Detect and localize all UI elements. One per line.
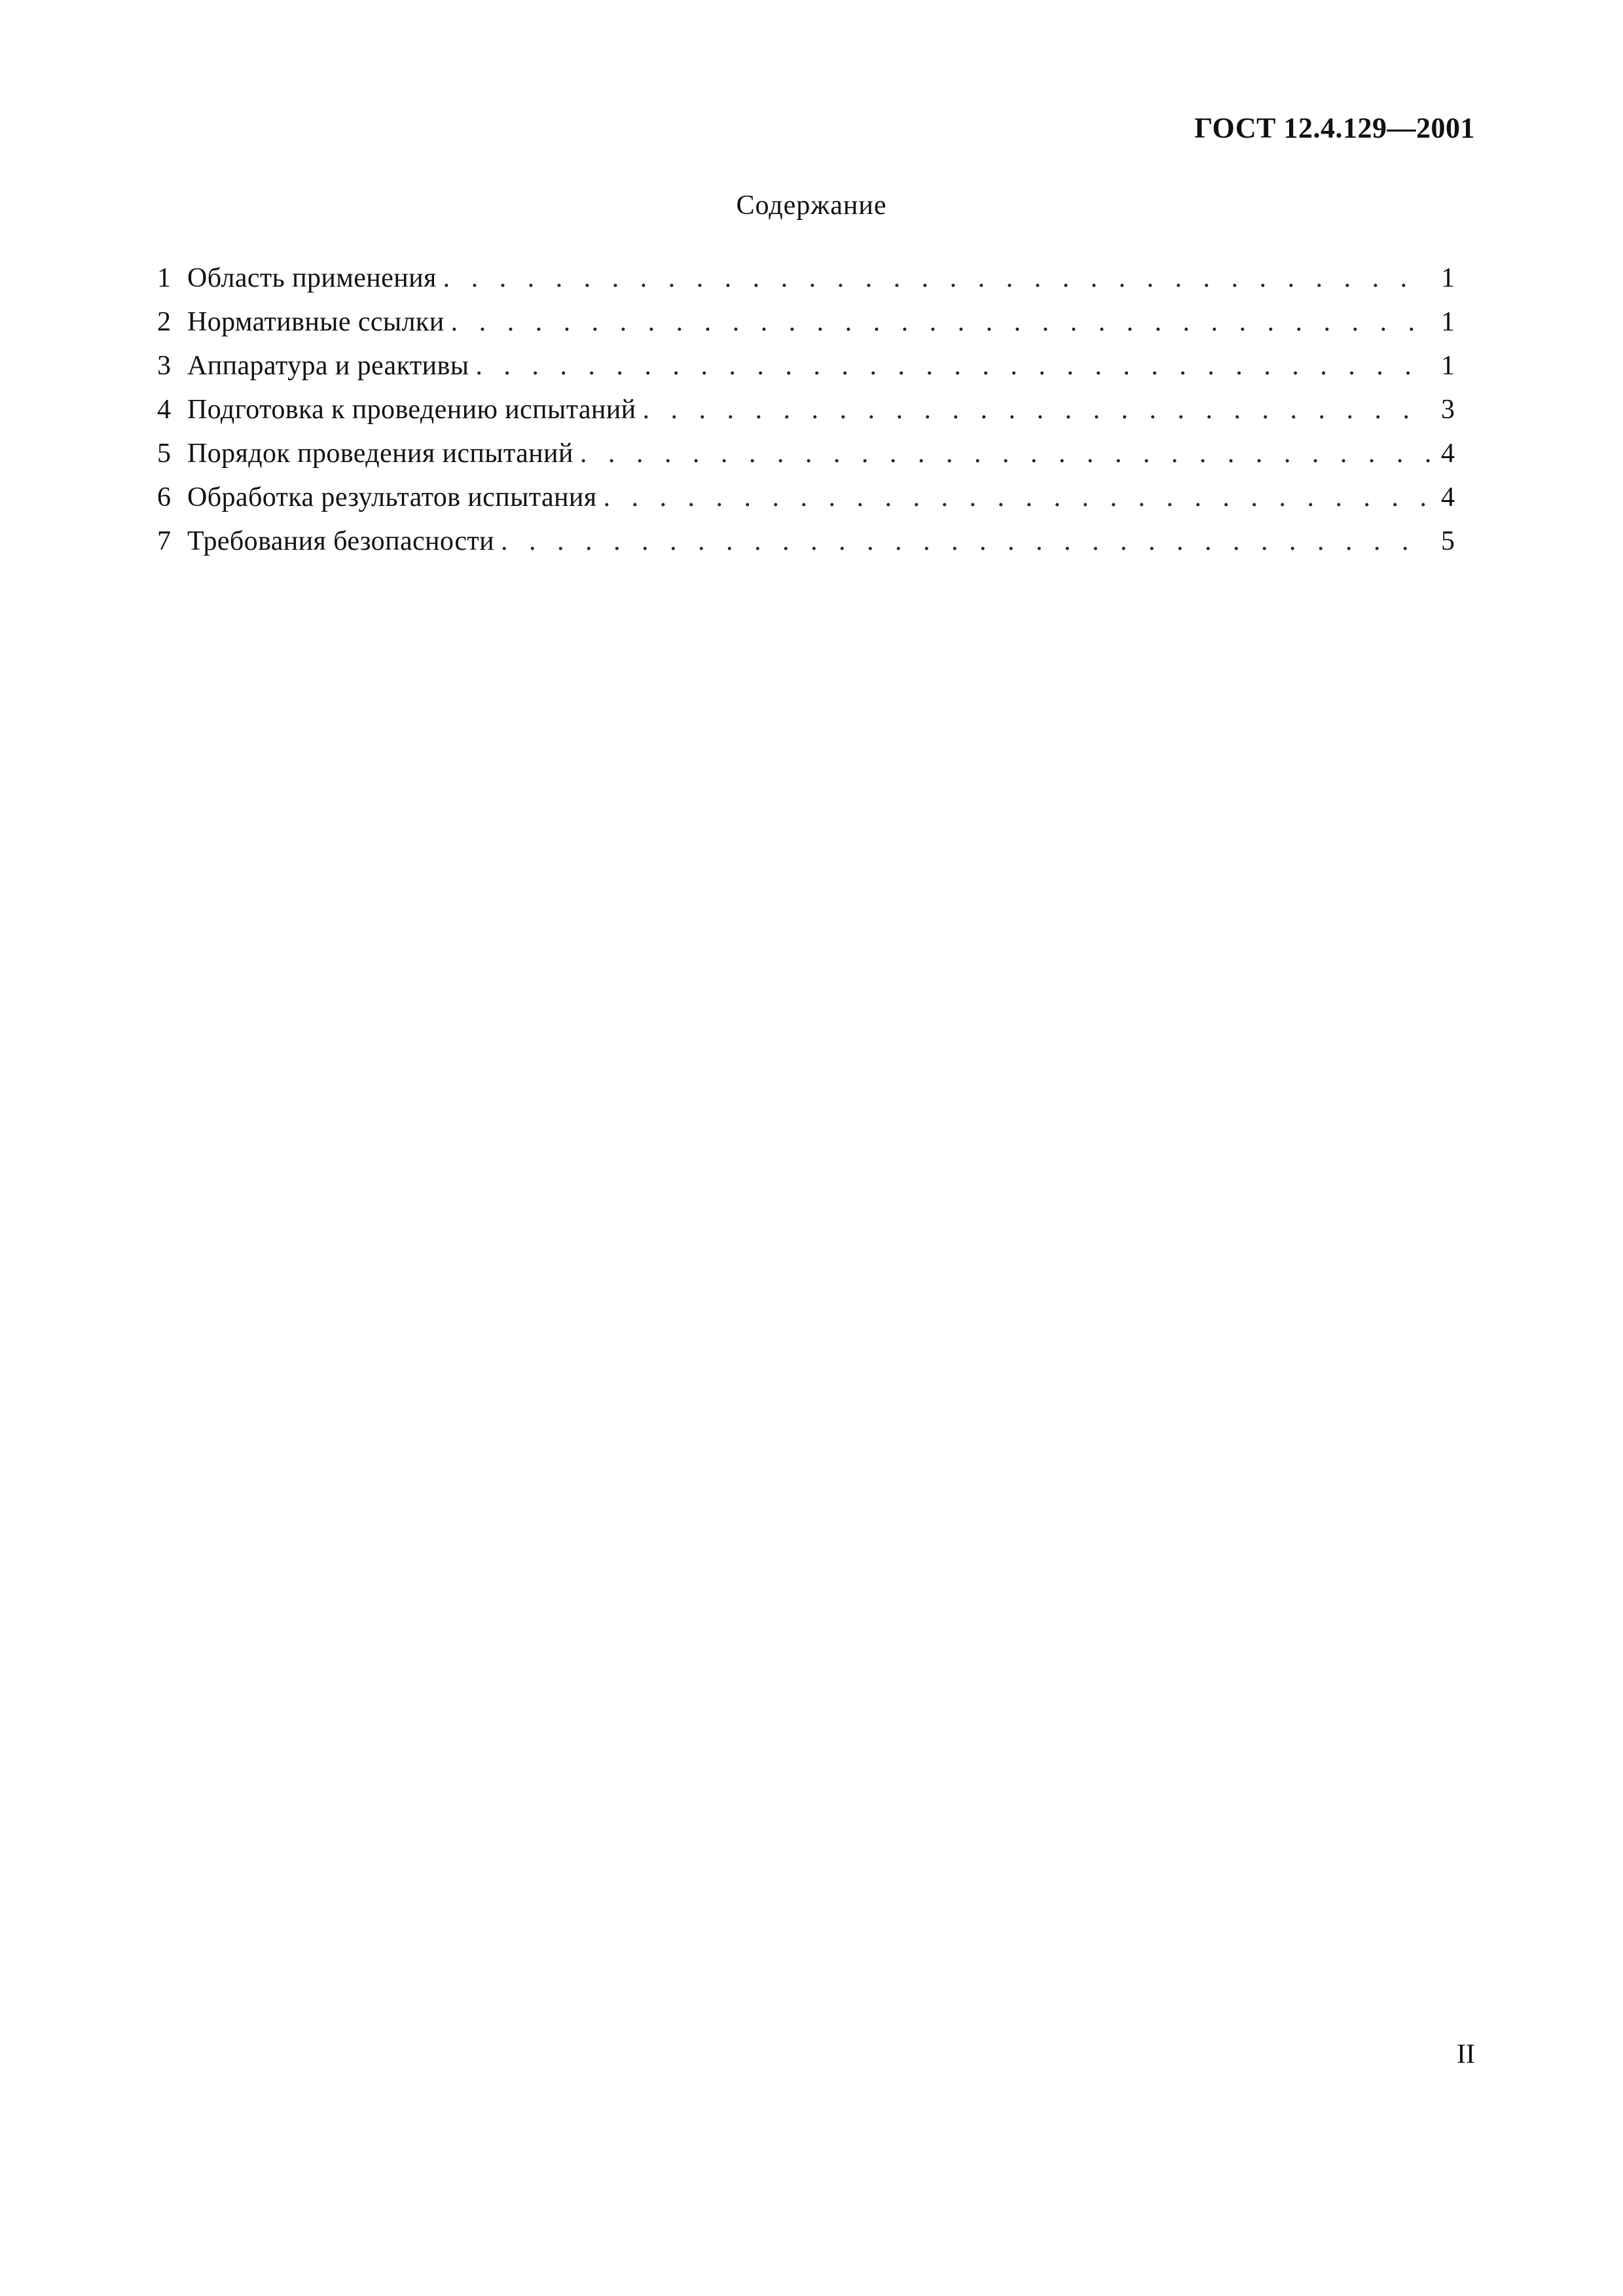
toc-item-page: 5 — [1441, 526, 1455, 556]
toc-item-page: 1 — [1441, 351, 1455, 381]
toc-item-label: Подготовка к проведению испытаний — [187, 395, 636, 425]
toc-dot-leader — [451, 300, 1430, 344]
toc-item-label: Нормативные ссылки — [187, 307, 445, 337]
toc-item-number: 2 — [157, 307, 171, 337]
toc-item[interactable] — [157, 388, 1455, 432]
toc-item[interactable] — [157, 432, 1455, 476]
toc-item-page: 1 — [1441, 263, 1455, 293]
toc-dot-leader — [580, 432, 1430, 476]
toc-item-number: 4 — [157, 395, 171, 425]
toc-dot-leader — [643, 388, 1430, 432]
toc-item-number: 5 — [157, 439, 171, 469]
toc-dot-leader — [604, 476, 1430, 520]
toc-title: Содержание — [736, 190, 887, 221]
toc-item-number: 1 — [157, 263, 171, 293]
toc-item[interactable] — [157, 344, 1455, 388]
toc-item-number: 7 — [157, 526, 171, 556]
toc-item-page: 4 — [1441, 482, 1455, 512]
toc-item-number: 6 — [157, 482, 171, 512]
toc-dot-leader — [501, 520, 1430, 564]
toc-item[interactable] — [157, 476, 1455, 520]
toc-item[interactable] — [157, 300, 1455, 344]
toc-item-label: Требования безопасности — [187, 526, 495, 556]
toc-item-label: Аппаратура и реактивы — [187, 351, 469, 381]
toc-item-page: 4 — [1441, 439, 1455, 469]
toc-dot-leader — [443, 257, 1430, 300]
toc-item-number: 3 — [157, 351, 171, 381]
page-number: II — [1457, 2039, 1475, 2070]
toc-item-label: Порядок проведения испытаний — [187, 439, 574, 469]
toc-item-page: 1 — [1441, 307, 1455, 337]
document-number: ГОСТ 12.4.129—2001 — [1194, 112, 1475, 144]
toc-item[interactable] — [157, 257, 1455, 300]
toc-dot-leader — [475, 344, 1430, 388]
toc-item[interactable] — [157, 520, 1455, 564]
toc-item-label: Область применения — [187, 263, 437, 293]
toc-item-page: 3 — [1441, 395, 1455, 425]
toc-item-label: Обработка результатов испытания — [187, 482, 597, 512]
table-of-contents — [157, 257, 1455, 564]
